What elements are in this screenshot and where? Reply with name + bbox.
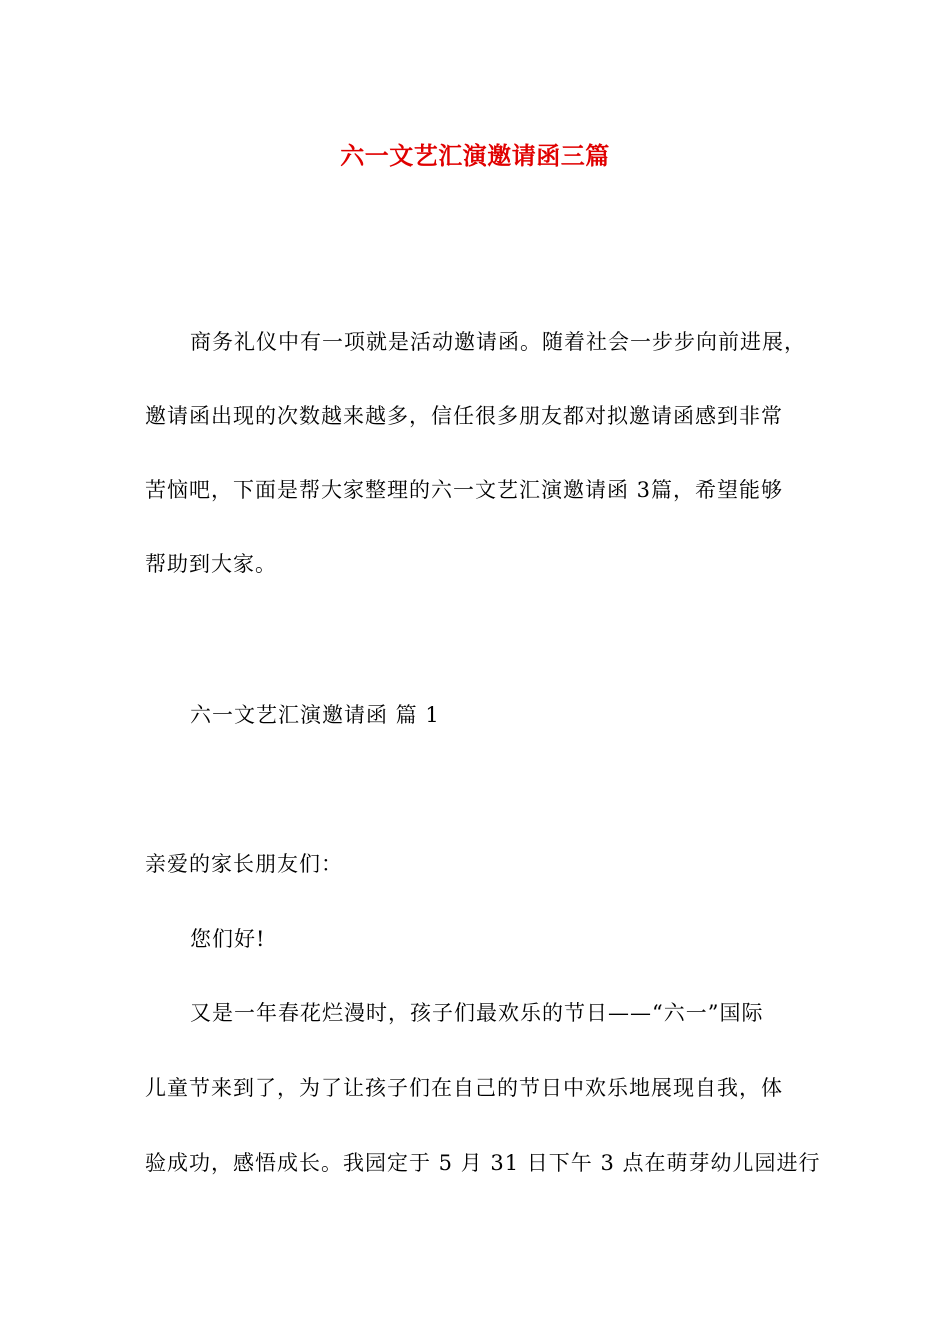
intro-line-2: 邀请函出现的次数越来越多，信任很多朋友都对拟邀请函感到非常 (145, 404, 783, 428)
intro-line-4: 帮助到大家。 (145, 552, 277, 576)
document-title: 六一文艺汇演邀请函三篇 (340, 141, 610, 170)
body-line-2: 儿童节来到了，为了让孩子们在自己的节日中欢乐地展现自我，体 (145, 1076, 783, 1100)
intro-line-3: 苦恼吧，下面是帮大家整理的六一文艺汇演邀请函 3篇，希望能够 (145, 478, 784, 502)
greeting: 您们好! (190, 927, 266, 951)
salutation: 亲爱的家长朋友们： (145, 852, 343, 876)
section-heading: 六一文艺汇演邀请函 篇 1 (190, 703, 440, 727)
body-line-1: 又是一年春花烂漫时，孩子们最欢乐的节日——“六一”国际 (190, 1001, 764, 1025)
intro-line-1: 商务礼仪中有一项就是活动邀请函。随着社会一步步向前进展， (190, 330, 806, 354)
body-line-3: 验成功，感悟成长。我园定于 5 月 31 日下午 3 点在萌芽幼儿园进行 (145, 1151, 821, 1175)
